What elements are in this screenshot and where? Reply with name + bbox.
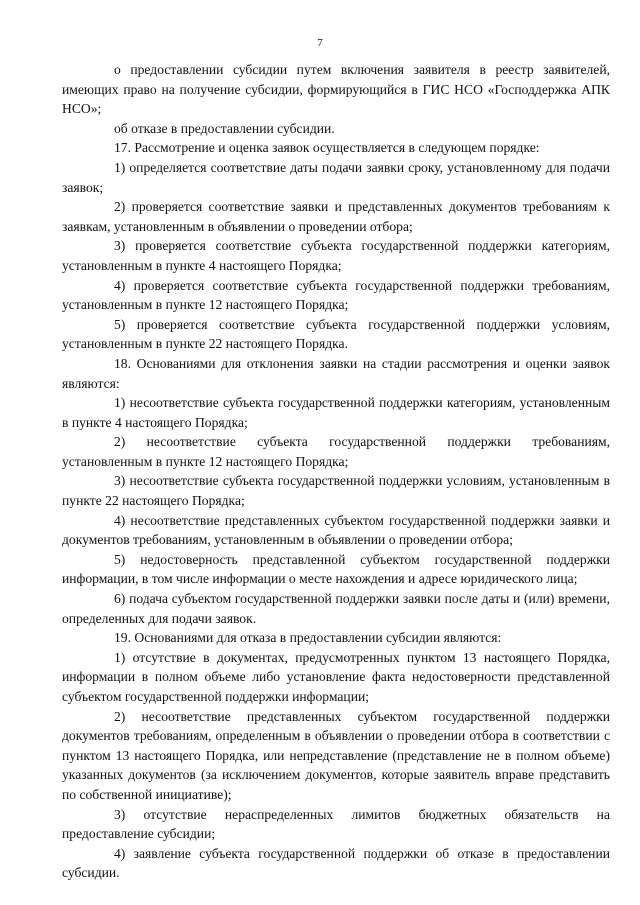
document-body	[62, 60, 610, 883]
section-heading-19: 19. Основаниями для отказа в предоставлении субсидии являются:	[114, 630, 502, 646]
list-item: 4) несоответствие представленных субъектом государственной поддержки заявки и документов требованиям, установленным в объявлении о проведении отбора;	[62, 512, 610, 548]
page-number: 7	[317, 37, 323, 49]
paragraph: об отказе в предоставлении субсидии.	[114, 120, 335, 136]
list-item: 5) недостоверность представленной субъектом государственной поддержки информации, в том числе информации о месте нахождения и адресе юридического лица;	[62, 551, 610, 587]
list-item: 1) отсутствие в документах, предусмотренных пунктом 13 настоящего Порядка, информации в полном объеме либо установление факта недостоверности представленной субъектом государственной поддержки информации;	[62, 649, 610, 704]
list-item: 3) отсутствие нераспределенных лимитов бюджетных обязательств на предоставление субсидии;	[62, 806, 610, 842]
list-item: 3) проверяется соответствие субъекта государственной поддержки категориям, установленным в пункте 4 настоящего Порядка;	[62, 238, 610, 273]
list-item: 4) проверяется соответствие субъекта государственной поддержки требованиям, установленным в пункте 12 настоящего Порядка;	[62, 277, 610, 313]
section-heading-18: 18. Основаниями для отклонения заявки на стадии рассмотрения и оценки заявок являются:	[62, 355, 610, 391]
list-item: 2) несоответствие представленных субъектом государственной поддержки документов требованиям, определенным в объявлении о проведении отбора в соответствии с пунктом 13 настоящего Порядка, или непредставление (представление не в полном объеме) указанных документов (за исключением документов, которые заявитель вправе представить по собственной инициативе);	[62, 708, 610, 802]
list-item: 2) несоответствие субъекта государственной поддержки требованиям, установленным в пункте 12 настоящего Порядка;	[62, 434, 610, 469]
paragraph: о предоставлении субсидии путем включения заявителя в реестр заявителей, имеющих право на получение субсидии, формирующийся в ГИС НСО «Господдержка АПК НСО»;	[62, 62, 610, 117]
list-item: 3) несоответствие субъекта государственной поддержки условиям, установленным в пункте 22 настоящего Порядка;	[62, 473, 610, 509]
section-heading-17: 17. Рассмотрение и оценка заявок осуществляется в следующем порядке:	[114, 140, 540, 156]
list-item: 5) проверяется соответствие субъекта государственной поддержки условиям, установленным в пункте 22 настоящего Порядка.	[62, 316, 610, 352]
list-item: 1) несоответствие субъекта государственной поддержки категориям, установленным в пункте 4 настоящего Порядка;	[62, 395, 610, 430]
list-item: 6) подача субъектом государственной поддержки заявки после даты и (или) времени, определенных для подачи заявок.	[62, 591, 610, 626]
list-item: 4) заявление субъекта государственной поддержки об отказе в предоставлении субсидии.	[62, 845, 610, 881]
list-item: 2) проверяется соответствие заявки и представленных документов требованиям к заявкам, установленным в объявлении о проведении отбора;	[62, 199, 610, 234]
list-item: 1) определяется соответствие даты подачи заявки сроку, установленному для подачи заявок;	[62, 159, 610, 195]
